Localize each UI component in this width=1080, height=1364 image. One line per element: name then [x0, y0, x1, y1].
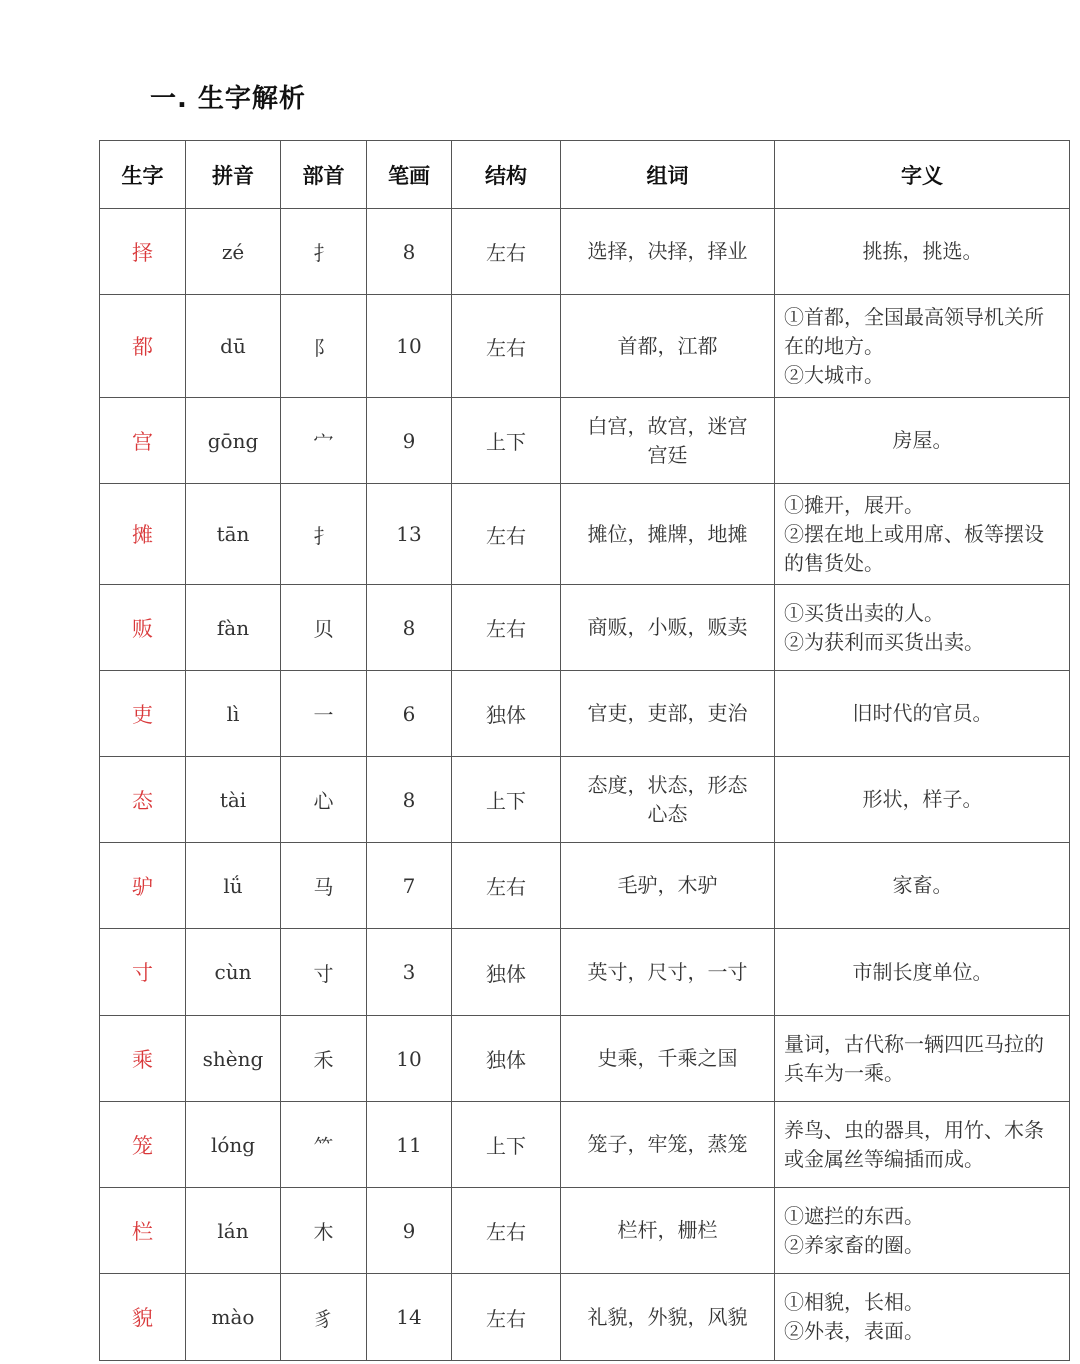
table-header-row — [100, 141, 1070, 209]
character-cell: 笼 — [100, 1102, 186, 1188]
character-cell: 都 — [100, 295, 186, 398]
meaning-line: 房屋。 — [892, 428, 953, 452]
meaning-line: 家畜。 — [892, 873, 953, 897]
structure-cell: 上下 — [452, 1102, 561, 1188]
strokes-cell: 8 — [367, 209, 452, 295]
meaning-line: ①相貌，长相。 — [784, 1290, 924, 1314]
structure-cell: 独体 — [452, 929, 561, 1016]
structure-cell: 左右 — [452, 484, 561, 585]
meaning-line: 市制长度单位。 — [852, 959, 993, 984]
meaning-cell — [775, 398, 1070, 484]
character-cell: 吏 — [100, 671, 186, 757]
words-cell — [561, 585, 775, 671]
radical-cell: 禾 — [281, 1016, 367, 1102]
pinyin-cell: shèng — [186, 1016, 281, 1102]
word-line: 英寸，尺寸，一寸 — [587, 959, 748, 984]
strokes-cell: 13 — [367, 484, 452, 585]
word-line: 首都，江都 — [617, 333, 718, 358]
structure-cell: 独体 — [452, 1016, 561, 1102]
word-line: 史乘，千乘之国 — [597, 1046, 738, 1070]
words-cell — [561, 929, 775, 1016]
table-row — [100, 1016, 1070, 1102]
character-cell: 贩 — [100, 585, 186, 671]
meaning-cell — [775, 1016, 1070, 1102]
radical-cell: 一 — [281, 671, 367, 757]
strokes-cell: 10 — [367, 295, 452, 398]
word-line: 白宫，故宫，迷宫 — [587, 413, 748, 438]
character-cell: 驴 — [100, 843, 186, 929]
radical-cell: 宀 — [281, 398, 367, 484]
meaning-cell — [775, 843, 1070, 929]
strokes-cell: 11 — [367, 1102, 452, 1188]
meaning-line: 形状，样子。 — [862, 787, 983, 811]
meaning-cell — [775, 295, 1070, 398]
word-line: 笼子，牢笼，蒸笼 — [587, 1132, 748, 1156]
radical-cell: 木 — [281, 1188, 367, 1274]
structure-cell: 左右 — [452, 843, 561, 929]
character-cell: 摊 — [100, 484, 186, 585]
word-line: 摊位，摊牌，地摊 — [587, 521, 748, 546]
character-cell: 栏 — [100, 1188, 186, 1274]
table-row — [100, 1188, 1070, 1274]
pinyin-cell: gōng — [186, 398, 281, 484]
table-row — [100, 484, 1070, 585]
table-row — [100, 398, 1070, 484]
radical-cell: 扌 — [281, 484, 367, 585]
header-strokes: 笔画 — [367, 141, 452, 209]
pinyin-cell: lán — [186, 1188, 281, 1274]
table-row — [100, 295, 1070, 398]
meaning-line: ②养家畜的圈。 — [784, 1232, 924, 1257]
words-cell — [561, 843, 775, 929]
pinyin-cell: tài — [186, 757, 281, 843]
table-row — [100, 843, 1070, 929]
strokes-cell: 3 — [367, 929, 452, 1016]
word-line: 礼貌，外貌，风貌 — [587, 1304, 748, 1329]
structure-cell: 上下 — [452, 398, 561, 484]
header-character: 生字 — [100, 141, 186, 209]
radical-cell: 豸 — [281, 1274, 367, 1361]
structure-cell: 左右 — [452, 295, 561, 398]
words-cell — [561, 484, 775, 585]
header-structure: 结构 — [452, 141, 561, 209]
pinyin-cell: lóng — [186, 1102, 281, 1188]
pinyin-cell: cùn — [186, 929, 281, 1016]
pinyin-cell: lǘ — [186, 843, 281, 929]
table-row — [100, 209, 1070, 295]
meaning-cell — [775, 671, 1070, 757]
meaning-cell — [775, 1188, 1070, 1274]
word-line: 官吏，吏部，吏治 — [587, 701, 748, 725]
strokes-cell: 10 — [367, 1016, 452, 1102]
table-row — [100, 929, 1070, 1016]
words-cell — [561, 1016, 775, 1102]
strokes-cell: 9 — [367, 398, 452, 484]
radical-cell: 寸 — [281, 929, 367, 1016]
meaning-line: ②摆在地上或用席、板等摆设的售货处。 — [784, 521, 1044, 575]
table-row — [100, 585, 1070, 671]
meaning-line: ②大城市。 — [784, 362, 884, 387]
strokes-cell: 9 — [367, 1188, 452, 1274]
radical-cell: 阝 — [281, 295, 367, 398]
meaning-line: ②为获利而买货出卖。 — [784, 629, 984, 654]
word-line: 栏杆，栅栏 — [617, 1218, 718, 1242]
meaning-cell — [775, 757, 1070, 843]
section-title: 一. 生字解析 — [150, 84, 306, 114]
structure-cell: 左右 — [452, 1188, 561, 1274]
words-cell — [561, 671, 775, 757]
strokes-cell: 8 — [367, 585, 452, 671]
meaning-cell — [775, 1274, 1070, 1361]
radical-cell: 贝 — [281, 585, 367, 671]
pinyin-cell: dū — [186, 295, 281, 398]
header-radical: 部首 — [281, 141, 367, 209]
structure-cell: 左右 — [452, 209, 561, 295]
strokes-cell: 7 — [367, 843, 452, 929]
meaning-cell — [775, 929, 1070, 1016]
words-cell — [561, 398, 775, 484]
meaning-line: 养鸟、虫的器具，用竹、木条或金属丝等编插而成。 — [784, 1117, 1044, 1171]
radical-cell: 马 — [281, 843, 367, 929]
character-cell: 乘 — [100, 1016, 186, 1102]
table-row — [100, 1102, 1070, 1188]
header-meaning: 字义 — [775, 141, 1070, 209]
header-words: 组词 — [561, 141, 775, 209]
table-row — [100, 757, 1070, 843]
pinyin-cell: tān — [186, 484, 281, 585]
character-cell: 寸 — [100, 929, 186, 1016]
meaning-line: 旧时代的官员。 — [852, 701, 993, 725]
table-row — [100, 1274, 1070, 1361]
radical-cell: ⺮ — [281, 1102, 367, 1188]
vocabulary-table — [99, 140, 1070, 1361]
character-cell: 择 — [100, 209, 186, 295]
meaning-line: ①摊开，展开。 — [784, 492, 924, 517]
meaning-cell — [775, 585, 1070, 671]
word-line: 毛驴，木驴 — [617, 873, 718, 897]
words-cell — [561, 1188, 775, 1274]
table-row — [100, 671, 1070, 757]
meaning-line: ②外表，表面。 — [784, 1319, 924, 1343]
character-cell: 态 — [100, 757, 186, 843]
strokes-cell: 14 — [367, 1274, 452, 1361]
words-cell — [561, 209, 775, 295]
structure-cell: 左右 — [452, 585, 561, 671]
word-line: 商贩，小贩，贩卖 — [587, 615, 748, 639]
strokes-cell: 8 — [367, 757, 452, 843]
pinyin-cell: mào — [186, 1274, 281, 1361]
word-line: 心态 — [647, 801, 688, 826]
pinyin-cell: zé — [186, 209, 281, 295]
words-cell — [561, 295, 775, 398]
meaning-line: ①首都，全国最高领导机关所在的地方。 — [784, 304, 1044, 358]
meaning-line: ①遮拦的东西。 — [784, 1203, 924, 1228]
meaning-line: 量词，古代称一辆四匹马拉的兵车为一乘。 — [784, 1031, 1044, 1085]
header-pinyin: 拼音 — [186, 141, 281, 209]
word-line: 宫廷 — [647, 442, 688, 467]
radical-cell: 心 — [281, 757, 367, 843]
radical-cell: 扌 — [281, 209, 367, 295]
character-cell: 宫 — [100, 398, 186, 484]
word-line: 态度，状态，形态 — [587, 772, 748, 797]
structure-cell: 左右 — [452, 1274, 561, 1361]
word-line: 选择，决择，择业 — [587, 239, 748, 263]
structure-cell: 独体 — [452, 671, 561, 757]
words-cell — [561, 1102, 775, 1188]
strokes-cell: 6 — [367, 671, 452, 757]
character-cell: 貌 — [100, 1274, 186, 1361]
words-cell — [561, 1274, 775, 1361]
structure-cell: 上下 — [452, 757, 561, 843]
words-cell — [561, 757, 775, 843]
meaning-line: ①买货出卖的人。 — [784, 600, 944, 625]
pinyin-cell: lì — [186, 671, 281, 757]
meaning-line: 挑拣，挑选。 — [862, 239, 983, 263]
meaning-cell — [775, 484, 1070, 585]
meaning-cell — [775, 1102, 1070, 1188]
meaning-cell — [775, 209, 1070, 295]
pinyin-cell: fàn — [186, 585, 281, 671]
